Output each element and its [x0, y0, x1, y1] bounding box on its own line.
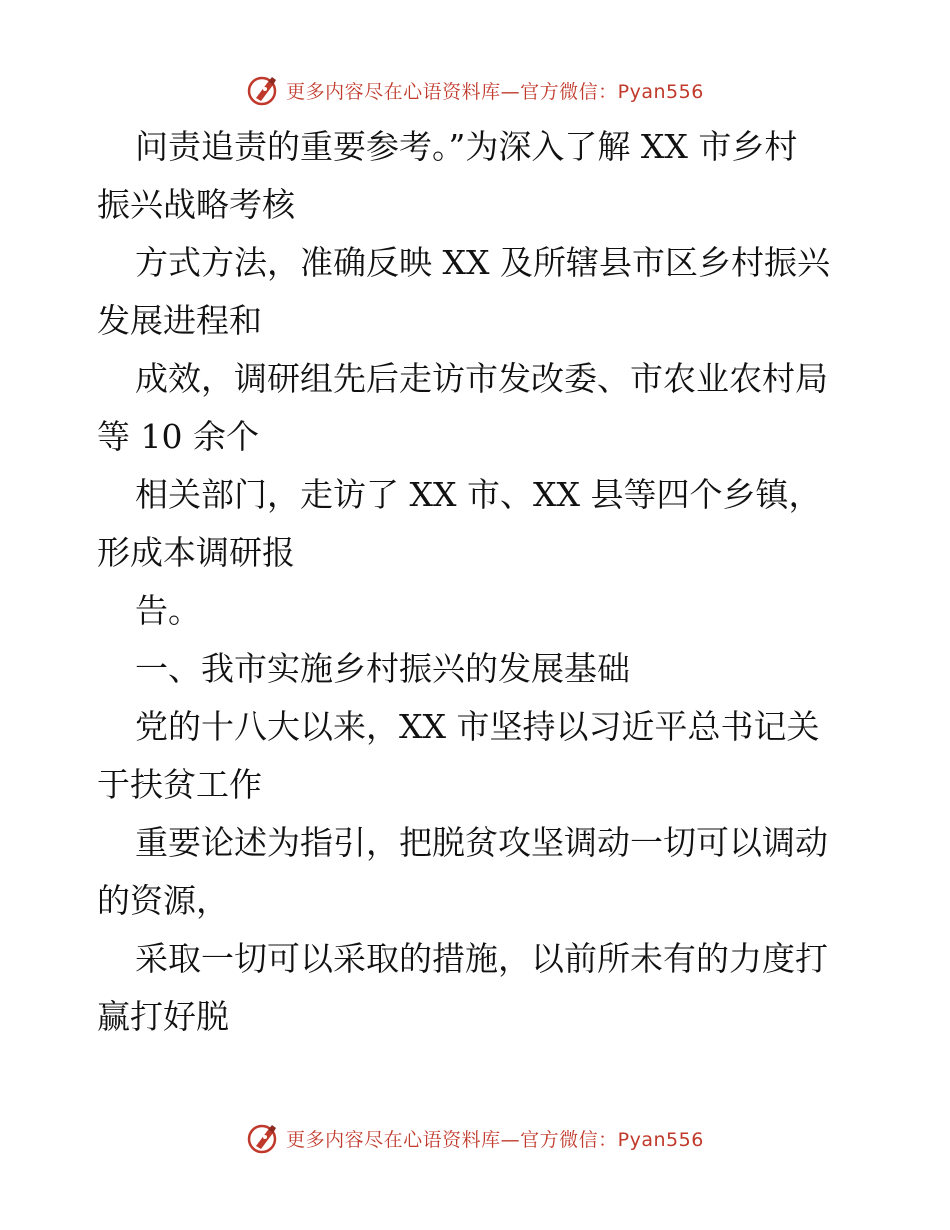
- text-line: 形成本调研报: [97, 533, 295, 572]
- text-line: 重要论述为指引，把脱贫攻坚调动一切可以调动: [135, 823, 828, 862]
- pen-nib-icon: [246, 72, 282, 108]
- header-banner: [0, 70, 950, 110]
- section-heading: 一、我市实施乡村振兴的发展基础: [135, 649, 630, 688]
- text-line: 党的十八大以来，XX 市坚持以习近平总书记关: [135, 707, 820, 746]
- text-line: 成效，调研组先后走访市发改委、市农业农村局: [135, 359, 828, 398]
- text-line: 的资源，: [97, 881, 229, 920]
- header-banner-text: 更多内容尽在心语资料库—官方微信：Pyan556: [286, 80, 704, 103]
- text-line: 于扶贫工作: [97, 765, 262, 804]
- text-line: 振兴战略考核: [97, 185, 295, 224]
- footer-banner-text: 更多内容尽在心语资料库—官方微信：Pyan556: [286, 1128, 704, 1151]
- text-line: 发展进程和: [97, 301, 262, 340]
- text-line: 相关部门，走访了 XX 市、XX 县等四个乡镇，: [135, 475, 822, 514]
- text-line: 方式方法，准确反映 XX 及所辖县市区乡村振兴: [135, 243, 830, 282]
- text-line: 告。: [135, 591, 201, 630]
- text-line: 问责追责的重要参考。”为深入了解 XX 市乡村: [135, 127, 798, 166]
- text-line: 采取一切可以采取的措施，以前所未有的力度打: [135, 939, 828, 978]
- footer-banner: [0, 1118, 950, 1158]
- pen-nib-icon: [246, 1120, 282, 1156]
- text-line: 赢打好脱: [97, 997, 229, 1036]
- document-body: [97, 118, 857, 1046]
- text-line: 等 10 余个: [97, 417, 259, 456]
